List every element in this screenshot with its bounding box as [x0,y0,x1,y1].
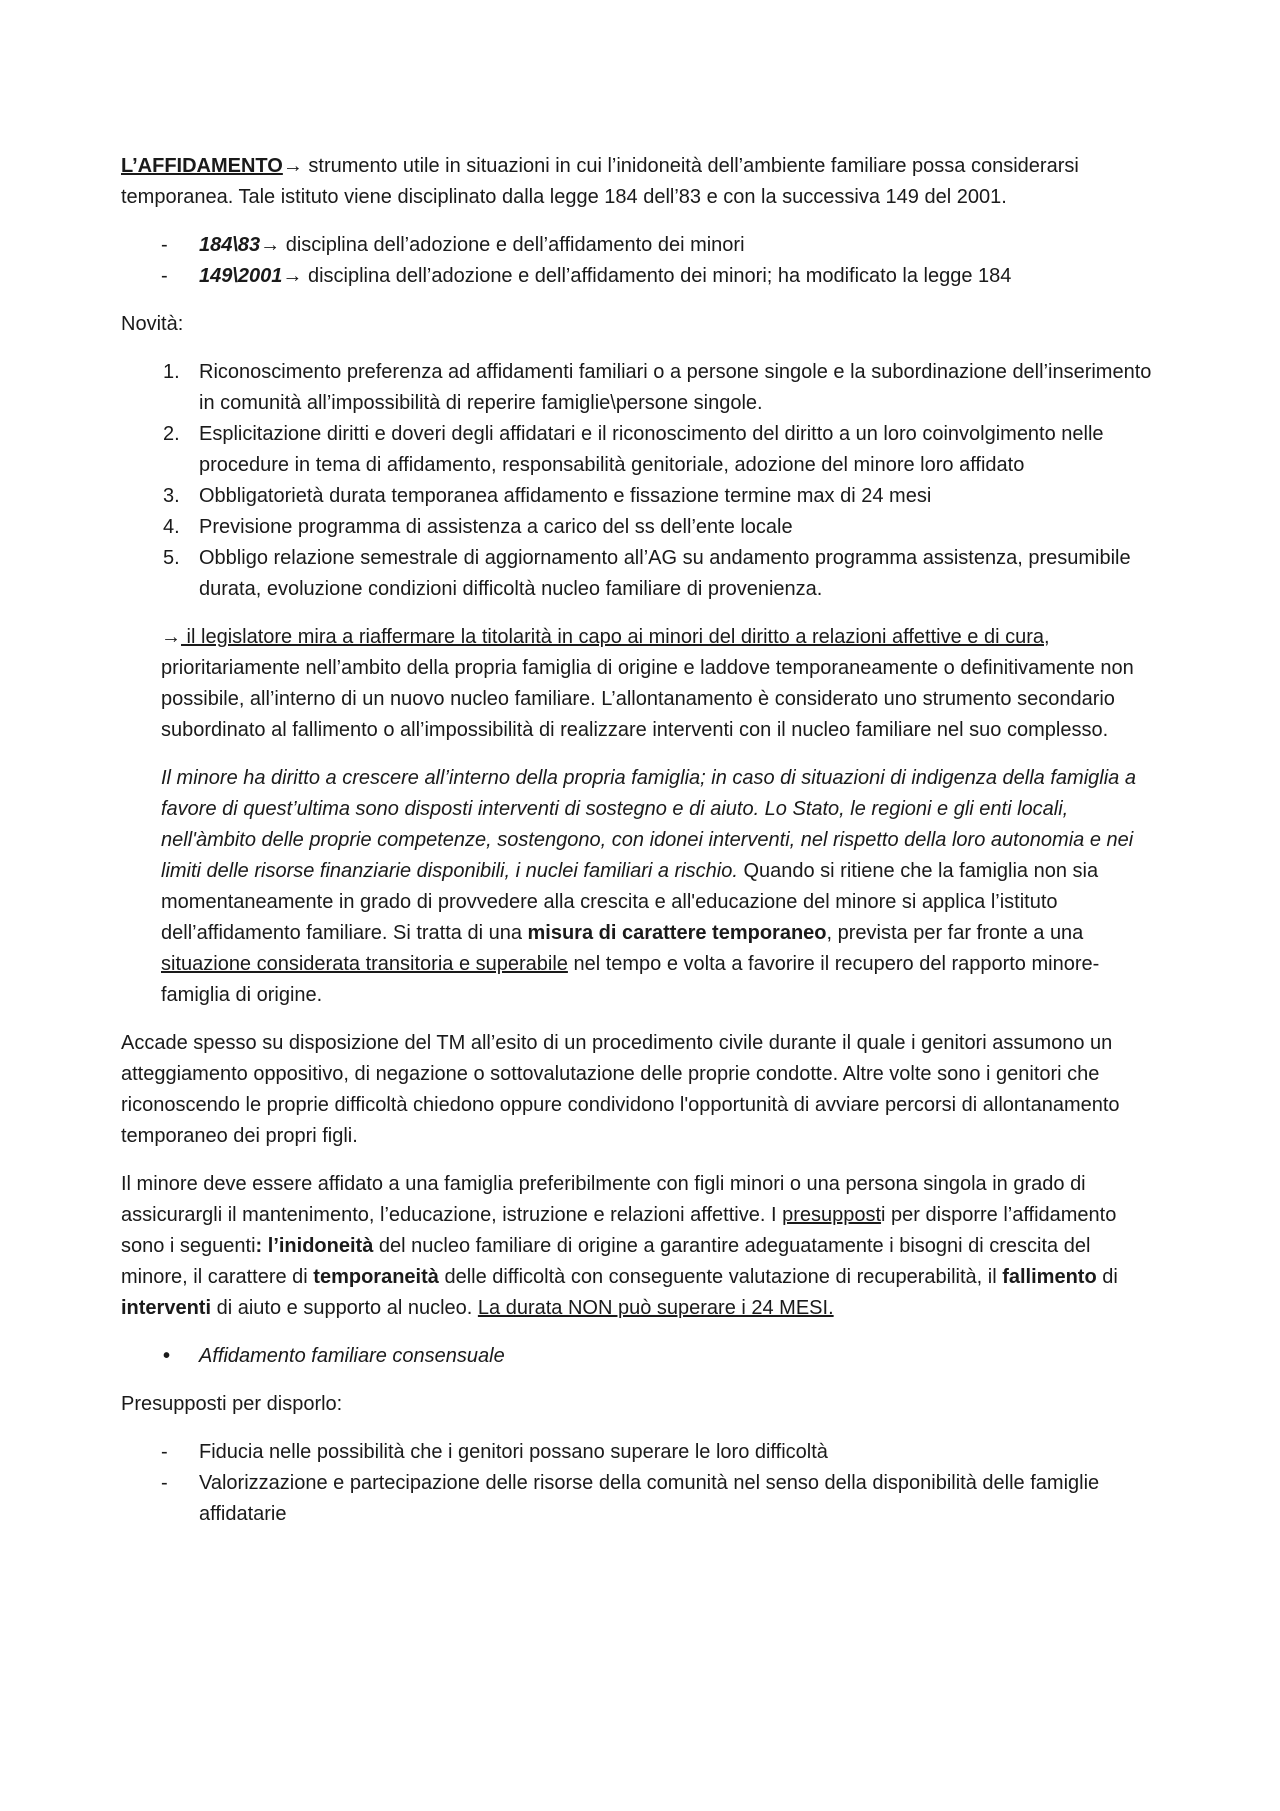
underlined-text: situazione considerata transitoria e superabile [161,953,568,975]
list-item [121,1341,1161,1372]
list-item [121,543,1161,605]
novita-list [121,357,1161,605]
list-item-text: Obbligatorietà durata temporanea affidamento e fissazione termine max di 24 mesi [199,485,932,507]
paragraph-text: nel tempo e volta a favorire il recupero del rapporto minore-famiglia di origine. [161,953,1100,1006]
novita-label: Novità: [121,313,184,335]
paragraph-text: del nucleo familiare di origine a garantire adeguatamente i bisogni di crescita del minore, il carattere di [121,1235,1091,1288]
paragraph-text: , prioritariamente nell’ambito della propria famiglia di origine e laddove temporaneamente o definitivamente non possibile, all’interno di un nuovo nucleo familiare. L’allontanamento è considerato uno strumento secondario subordinato al fallimento o all’impossibilità di realizzare interventi con il nucleo familiare nel suo complesso. [161,626,1134,741]
bold-text: temporaneità [313,1266,439,1288]
bold-text: fallimento [1002,1266,1097,1288]
law-text: disciplina dell’adozione e dell’affidamento dei minori [280,234,745,256]
list-item [121,357,1161,419]
list-item [121,481,1161,512]
paragraph-text: di [1096,1266,1118,1288]
section-heading: L’AFFIDAMENTO [121,155,283,177]
list-item [121,419,1161,481]
law-text: disciplina dell’adozione e dell’affidamento dei minori; ha modificato la legge 184 [302,265,1012,287]
underlined-text: presuppost [782,1204,882,1226]
list-item-text: Esplicitazione diritti e doveri degli affidatari e il riconoscimento del diritto a un loro coinvolgimento nelle procedure in tema di affidamento, responsabilità genitoriale, adozione del minore loro affidato [199,423,1104,476]
dash-marker: - [161,1441,168,1463]
paragraph-text: delle difficoltà con conseguente valutazione di recuperabilità, il [438,1266,1003,1288]
bold-text: interventi [121,1297,212,1319]
consensuale-list [121,1341,1161,1372]
bullet-marker: • [163,1345,171,1367]
number-marker: 3. [163,485,180,507]
underlined-text: il legislatore mira a riaffermare la titolarità in capo ai minori del diritto a relazioni affettive e di cura [181,626,1044,648]
paragraph-text: , prevista per far fronte a una [826,922,1084,944]
arrow-glyph: → [282,265,303,287]
number-marker: 1. [163,361,180,383]
number-marker: 4. [163,516,180,538]
paragraph-text: Quando si ritiene che la famiglia non sia momentaneamente in grado di provvedere alla crescita e all'educazione del minore si applica l’istituto dell’affidamento familiare. Si tratta di una [161,860,1099,944]
list-item-text: Affidamento familiare consensuale [199,1345,505,1367]
list-item-text: Riconoscimento preferenza ad affidamenti familiari o a persone singole e la subordinazione dell’inserimento in comunità all’impossibilità di reperire famiglie\persone singole. [199,361,1152,414]
list-item [121,1468,1161,1530]
italic-quote: Il minore ha diritto a crescere all’interno della propria famiglia; in caso di situazioni di indigenza della famiglia a favore di quest’ultima sono disposti interventi di sostegno e di aiuto. Lo Stato, le regioni e gli enti locali, nell'àmbito delle proprie competenze, sostengono, con idonei interventi, nel rispetto della loro autonomia e nei limiti delle risorse finanziarie disponibili, i nuclei familiari a rischio. [161,767,1136,882]
document-body [121,151,1161,1547]
list-item-text: Fiducia nelle possibilità che i genitori possano superare le loro difficoltà [199,1441,828,1463]
list-item [121,261,1161,292]
bold-text: misura di carattere temporaneo [527,922,827,944]
law-ref: 149\2001 [199,265,283,287]
laws-list [121,230,1161,292]
dash-marker: - [161,234,168,256]
paragraph-text: Il minore deve essere affidato a una famiglia preferibilmente con figli minori o una persona singola in grado di assicurargli il mantenimento, l’educazione, istruzione e relazioni affettive. I [121,1173,1086,1226]
list-item-text: Valorizzazione e partecipazione delle risorse della comunità nel senso della disponibilità delle famiglie affidatarie [199,1472,1100,1525]
paragraph-text: i per disporre l’affidamento sono i seguenti [121,1204,1117,1257]
accade-paragraph: Accade spesso su disposizione del TM all’esito di un procedimento civile durante il quale i genitori assumono un atteggiamento oppositivo, di negazione o sottovalutazione delle proprie condotte. Altre volte sono i genitori che riconoscendo le proprie difficoltà chiedono oppure condividono l'opportunità di avviare percorsi di allontanamento temporaneo dei propri figli. [121,1032,1120,1147]
minore-paragraph [161,763,1161,1011]
bold-text: : l’inidoneità [255,1235,374,1257]
underlined-text: La durata NON può superare i 24 MESI. [477,1297,834,1319]
list-item [121,230,1161,261]
law-ref: 184\83 [199,234,261,256]
arrow-glyph: → [260,234,281,256]
list-item-text: Previsione programma di assistenza a carico del ss dell’ente locale [199,516,793,538]
list-item [121,1437,1161,1468]
list-item [121,512,1161,543]
list-item-text: Obbligo relazione semestrale di aggiornamento all’AG su andamento programma assistenza, presumibile durata, evoluzione condizioni difficoltà nucleo familiare di provenienza. [199,547,1131,600]
dash-marker: - [161,1472,168,1494]
paragraph-text: di aiuto e supporto al nucleo. [211,1297,478,1319]
dash-marker: - [161,265,168,287]
number-marker: 5. [163,547,180,569]
number-marker: 2. [163,423,180,445]
legislatore-paragraph [161,622,1161,746]
affidato-paragraph [121,1169,1161,1324]
presupposti-label: Presupposti per disporlo: [121,1393,343,1415]
presupposti-list [121,1437,1161,1530]
arrow-glyph: → [282,155,303,177]
arrow-glyph: → [161,626,181,648]
intro-paragraph [121,151,1161,213]
intro-text: strumento utile in situazioni in cui l’inidoneità dell’ambiente familiare possa considerarsi temporanea. Tale istituto viene disciplinato dalla legge 184 dell’83 e con la successiva 149 del 2001. [121,155,1079,208]
